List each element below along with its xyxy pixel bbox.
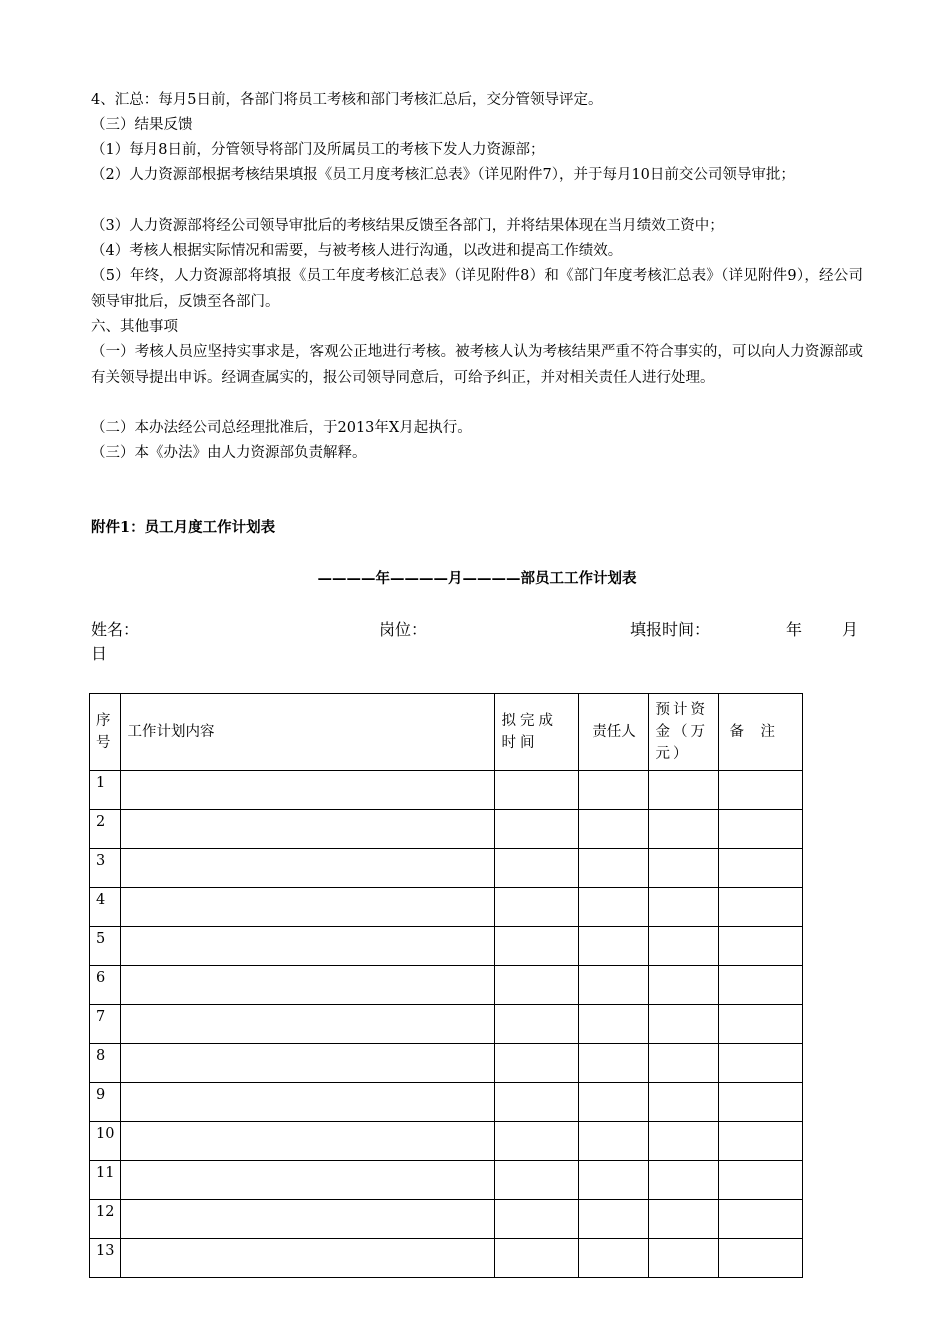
row-remarks-cell[interactable] xyxy=(719,810,803,849)
row-remarks-cell[interactable] xyxy=(719,849,803,888)
row-deadline-cell[interactable] xyxy=(495,1122,579,1161)
row-index: 3 xyxy=(90,849,121,888)
table-row xyxy=(90,1161,803,1200)
row-owner-cell[interactable] xyxy=(579,1005,649,1044)
row-content-cell[interactable] xyxy=(121,1005,495,1044)
row-owner-cell[interactable] xyxy=(579,810,649,849)
row-deadline-cell[interactable] xyxy=(495,1044,579,1083)
paragraph-summary: 4、汇总：每月5日前，各部门将员工考核和部门考核汇总后，交分管领导评定。 xyxy=(91,92,603,108)
row-content-cell[interactable] xyxy=(121,1044,495,1083)
row-remarks-cell[interactable] xyxy=(719,888,803,927)
row-index: 7 xyxy=(90,1005,121,1044)
work-plan-table xyxy=(89,693,803,1278)
row-deadline-cell[interactable] xyxy=(495,966,579,1005)
row-deadline-cell[interactable] xyxy=(495,888,579,927)
row-index: 4 xyxy=(90,888,121,927)
paragraph-other-1: （一）考核人员应坚持实事求是，客观公正地进行考核。被考核人认为考核结果严重不符合事实的，可以向人力资源部或有关领导提出申诉。经调查属实的，报公司领导同意后，可给予纠正，并对相关责任人进行处理。 xyxy=(91,344,863,386)
row-budget-cell[interactable] xyxy=(649,1200,719,1239)
row-budget-cell[interactable] xyxy=(649,1122,719,1161)
paragraph-feedback-5: （5）年终，人力资源部将填报《员工年度考核汇总表》（详见附件8）和《部门年度考核汇总表》（详见附件9），经公司领导审批后，反馈至各部门。 xyxy=(91,268,863,310)
row-content-cell[interactable] xyxy=(121,1122,495,1161)
row-index: 2 xyxy=(90,810,121,849)
header-remarks: 备 注 xyxy=(719,694,803,771)
row-index: 13 xyxy=(90,1239,121,1278)
row-deadline-cell[interactable] xyxy=(495,927,579,966)
row-remarks-cell[interactable] xyxy=(719,927,803,966)
row-budget-cell[interactable] xyxy=(649,1083,719,1122)
row-remarks-cell[interactable] xyxy=(719,1200,803,1239)
row-remarks-cell[interactable] xyxy=(719,1083,803,1122)
row-budget-cell[interactable] xyxy=(649,888,719,927)
row-remarks-cell[interactable] xyxy=(719,1161,803,1200)
row-owner-cell[interactable] xyxy=(579,888,649,927)
table-row xyxy=(90,810,803,849)
row-content-cell[interactable] xyxy=(121,1083,495,1122)
row-content-cell[interactable] xyxy=(121,888,495,927)
row-remarks-cell[interactable] xyxy=(719,1122,803,1161)
paragraph-feedback-1: （1）每月8日前，分管领导将部门及所属员工的考核下发人力资源部； xyxy=(91,142,545,158)
row-remarks-cell[interactable] xyxy=(719,771,803,810)
row-remarks-cell[interactable] xyxy=(719,1005,803,1044)
row-content-cell[interactable] xyxy=(121,849,495,888)
row-budget-cell[interactable] xyxy=(649,1044,719,1083)
row-index: 10 xyxy=(90,1122,121,1161)
row-remarks-cell[interactable] xyxy=(719,966,803,1005)
fill-time-label: 填报时间： xyxy=(630,620,711,639)
header-index: 序号 xyxy=(90,694,121,771)
table-row xyxy=(90,1005,803,1044)
header-owner: 责任人 xyxy=(579,694,649,771)
row-budget-cell[interactable] xyxy=(649,1239,719,1278)
row-content-cell[interactable] xyxy=(121,1161,495,1200)
row-content-cell[interactable] xyxy=(121,966,495,1005)
row-index: 5 xyxy=(90,927,121,966)
row-deadline-cell[interactable] xyxy=(495,771,579,810)
row-deadline-cell[interactable] xyxy=(495,849,579,888)
row-owner-cell[interactable] xyxy=(579,1200,649,1239)
table-row xyxy=(90,1239,803,1278)
row-owner-cell[interactable] xyxy=(579,771,649,810)
row-content-cell[interactable] xyxy=(121,1200,495,1239)
row-deadline-cell[interactable] xyxy=(495,810,579,849)
row-index: 11 xyxy=(90,1161,121,1200)
row-content-cell[interactable] xyxy=(121,810,495,849)
row-index: 1 xyxy=(90,771,121,810)
paragraph-other-3: （三）本《办法》由人力资源部负责解释。 xyxy=(91,445,367,461)
row-index: 8 xyxy=(90,1044,121,1083)
paragraph-other-2: （二）本办法经公司总经理批准后，于2013年X月起执行。 xyxy=(91,420,472,436)
paragraph-feedback-4: （4）考核人根据实际情况和需要，与被考核人进行沟通，以改进和提高工作绩效。 xyxy=(91,243,623,259)
row-budget-cell[interactable] xyxy=(649,1161,719,1200)
table-row xyxy=(90,771,803,810)
table-row xyxy=(90,966,803,1005)
paragraph-feedback-2: （2）人力资源部根据考核结果填报《员工月度考核汇总表》（详见附件7），并于每月10日前交公司领导审批； xyxy=(91,167,795,183)
row-remarks-cell[interactable] xyxy=(719,1044,803,1083)
row-owner-cell[interactable] xyxy=(579,966,649,1005)
year-label: 年 xyxy=(786,620,803,639)
header-budget: 预计资金（万元） xyxy=(649,694,719,771)
form-title: ————年————月————部员工工作计划表 xyxy=(317,570,637,587)
name-label: 姓名： xyxy=(91,620,140,639)
row-index: 6 xyxy=(90,966,121,1005)
table-row xyxy=(90,849,803,888)
row-budget-cell[interactable] xyxy=(649,966,719,1005)
row-deadline-cell[interactable] xyxy=(495,1200,579,1239)
row-owner-cell[interactable] xyxy=(579,1161,649,1200)
row-owner-cell[interactable] xyxy=(579,927,649,966)
row-budget-cell[interactable] xyxy=(649,810,719,849)
row-deadline-cell[interactable] xyxy=(495,1083,579,1122)
appendix-heading: 附件1：员工月度工作计划表 xyxy=(91,519,276,536)
table-row xyxy=(90,1083,803,1122)
position-label: 岗位： xyxy=(379,620,428,639)
row-deadline-cell[interactable] xyxy=(495,1239,579,1278)
row-content-cell[interactable] xyxy=(121,1239,495,1278)
table-header-row xyxy=(90,694,803,771)
row-owner-cell[interactable] xyxy=(579,1122,649,1161)
table-row xyxy=(90,927,803,966)
header-deadline: 拟完成时间 xyxy=(495,694,579,771)
row-owner-cell[interactable] xyxy=(579,849,649,888)
month-label: 月 xyxy=(842,620,859,639)
row-deadline-cell[interactable] xyxy=(495,1161,579,1200)
paragraph-section-six: 六、其他事项 xyxy=(91,319,178,335)
row-budget-cell[interactable] xyxy=(649,849,719,888)
table-row xyxy=(90,1122,803,1161)
row-deadline-cell[interactable] xyxy=(495,1005,579,1044)
day-label: 日 xyxy=(91,644,108,663)
row-budget-cell[interactable] xyxy=(649,1005,719,1044)
row-owner-cell[interactable] xyxy=(579,1083,649,1122)
row-content-cell[interactable] xyxy=(121,927,495,966)
row-index: 9 xyxy=(90,1083,121,1122)
row-owner-cell[interactable] xyxy=(579,1239,649,1278)
paragraph-feedback-3: （3）人力资源部将经公司领导审批后的考核结果反馈至各部门，并将结果体现在当月绩效工资中； xyxy=(91,218,724,234)
row-remarks-cell[interactable] xyxy=(719,1239,803,1278)
row-content-cell[interactable] xyxy=(121,771,495,810)
header-content: 工作计划内容 xyxy=(121,694,495,771)
row-budget-cell[interactable] xyxy=(649,771,719,810)
table-row xyxy=(90,1044,803,1083)
paragraph-feedback-heading: （三）结果反馈 xyxy=(91,117,193,133)
row-index: 12 xyxy=(90,1200,121,1239)
table-row xyxy=(90,1200,803,1239)
row-budget-cell[interactable] xyxy=(649,927,719,966)
table-row xyxy=(90,888,803,927)
row-owner-cell[interactable] xyxy=(579,1044,649,1083)
